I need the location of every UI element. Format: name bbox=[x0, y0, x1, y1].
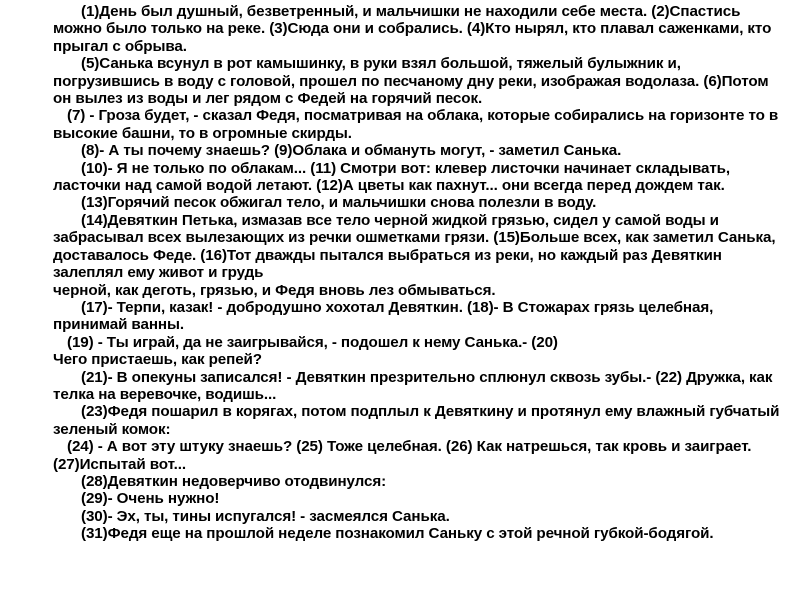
paragraph-1: (1)День был душный, безветренный, и мальчишки не находили себе места. (2)Спастись можно было только на реке. (3)Сюда они и собрались. (4)Кто нырял, кто плавал саженками, кто прыгал с обрыва. bbox=[53, 3, 772, 55]
paragraph-2: (5)Санька всунул в рот камышинку, в руки взял большой, тяжелый булыжник и, погрузившись в воду с головой, прошел по песчаному дну реки, изображая водолаза. (6)Потом он вылез из воды и лег рядом с Федей на горячий песок. bbox=[53, 55, 769, 108]
paragraph-8: (17)- Терпи, казак! - добродушно хохотал Девяткин. (18)- В Стожарах грязь целебная, принимай ванны. bbox=[53, 298, 714, 334]
paragraph-10: (21)- В опекуны записался! - Девяткин презрительно сплюнул сквозь зубы.- (22) Дружка, как телка на веревочке, водишь... bbox=[53, 368, 773, 403]
paragraph-9: (19) - Ты играй, да не заигрывайся, - подошел к нему Санька.- (20) bbox=[67, 333, 558, 351]
paragraph-3: (7) - Гроза будет, - сказал Федя, посматривая на облака, которые собирались на горизонте то в высокие башни, то в огромные скирды. bbox=[53, 107, 779, 142]
paragraph-5: (10)- Я не только по облакам... (11) Смотри вот: клевер листочки начинает складывать, ласточки над самой водой летают. (12)А цветы как пахнут... они всегда перед дождем так. bbox=[53, 159, 731, 195]
paragraph-7: (14)Девяткин Петька, измазав все тело черной жидкой грязью, сидел у самой воды и забрасывал всех вылезающих из речки ошметками грязи. (15)Больше всех, как заметил Санька, доставалось Феде. (16)Тот дважды пытался выбраться из реки, но каждый раз Девяткин залеплял ему живот и грудь bbox=[53, 211, 776, 282]
paragraph-7-continued: черной, как деготь, грязью, и Федя вновь лез обмываться. bbox=[53, 281, 496, 299]
paragraph-11: (23)Федя пошарил в корягах, потом подплыл к Девяткину и протянул ему влажный губчатый зеленый комок: bbox=[53, 403, 780, 438]
paragraph-15: (30)- Эх, ты, тины испугался! - засмеялся Санька. bbox=[81, 507, 450, 525]
paragraph-14: (29)- Очень нужно! bbox=[81, 490, 220, 508]
paragraph-6: (13)Горячий песок обжигал тело, и мальчишки снова полезли в воду. bbox=[81, 194, 597, 212]
paragraph-4: (8)- А ты почему знаешь? (9)Облака и обмануть могут, - заметил Санька. bbox=[81, 142, 622, 160]
paragraph-12: (24) - А вот эту штуку знаешь? (25) Тоже целебная. (26) Как натрешься, так кровь и заиграет. (27)Испытай вот... bbox=[53, 438, 752, 473]
paragraph-9-continued: Чего пристаешь, как репей? bbox=[53, 351, 262, 369]
paragraph-13: (28)Девяткин недоверчиво отодвинулся: bbox=[81, 472, 387, 490]
paragraph-16: (31)Федя еще на прошлой неделе познакомил Саньку с этой речной губкой-бодягой. bbox=[81, 525, 714, 543]
